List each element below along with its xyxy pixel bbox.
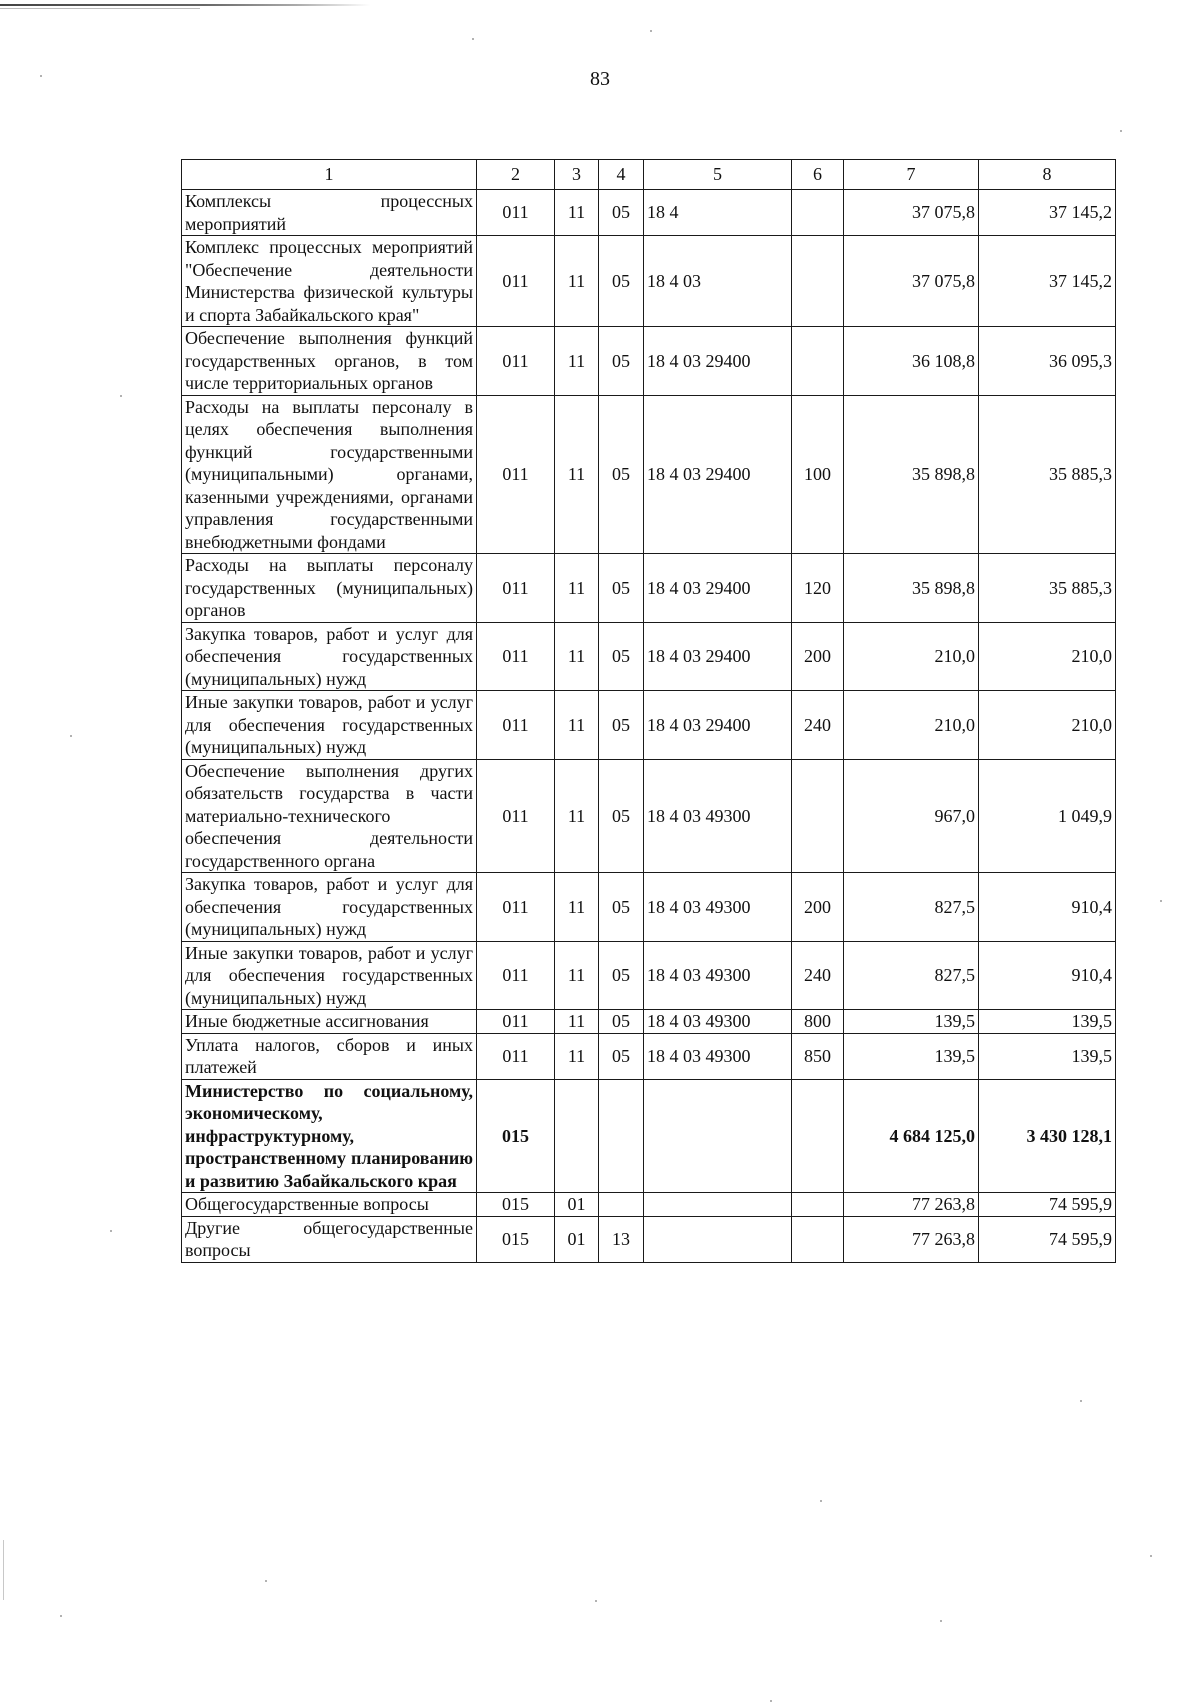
amount-cell: 210,0 xyxy=(979,622,1116,691)
expense-type-cell xyxy=(792,236,844,327)
expense-type-cell xyxy=(792,1216,844,1262)
item-name-cell: Расходы на выплаты персоналу в целях обеспечения выполнения функций государственными (муниципальными) органами, казенными учреждениями, органами управления государственными внебюджетными фондами xyxy=(182,395,477,554)
scan-speck xyxy=(70,735,72,737)
scan-edge-line xyxy=(0,4,370,6)
section-cell: 11 xyxy=(555,236,599,327)
subsection-cell: 05 xyxy=(599,759,644,873)
item-name-cell: Другие общегосударственные вопросы xyxy=(182,1216,477,1262)
item-name-cell: Закупка товаров, работ и услуг для обеспечения государственных (муниципальных) нужд xyxy=(182,622,477,691)
amount-cell: 37 145,2 xyxy=(979,236,1116,327)
column-header: 5 xyxy=(644,160,792,190)
scan-speck xyxy=(60,1615,62,1617)
table-row xyxy=(182,395,1116,554)
code-cell: 011 xyxy=(477,327,555,396)
scan-speck xyxy=(1080,1400,1082,1402)
table-row xyxy=(182,236,1116,327)
amount-cell: 74 595,9 xyxy=(979,1193,1116,1217)
subsection-cell: 05 xyxy=(599,236,644,327)
item-name-cell: Общегосударственные вопросы xyxy=(182,1193,477,1217)
table-row xyxy=(182,691,1116,760)
column-header: 2 xyxy=(477,160,555,190)
subsection-cell: 05 xyxy=(599,395,644,554)
target-article-cell: 18 4 03 49300 xyxy=(644,941,792,1010)
expense-type-cell xyxy=(792,1079,844,1193)
table-row xyxy=(182,1193,1116,1217)
section-cell: 11 xyxy=(555,873,599,942)
column-header: 3 xyxy=(555,160,599,190)
expense-type-cell: 200 xyxy=(792,622,844,691)
amount-cell: 210,0 xyxy=(844,622,979,691)
expense-type-cell: 850 xyxy=(792,1033,844,1079)
target-article-cell: 18 4 03 29400 xyxy=(644,327,792,396)
scan-speck xyxy=(265,1580,267,1582)
target-article-cell: 18 4 03 49300 xyxy=(644,1033,792,1079)
target-article-cell: 18 4 03 49300 xyxy=(644,1010,792,1034)
expense-type-cell: 800 xyxy=(792,1010,844,1034)
target-article-cell: 18 4 xyxy=(644,190,792,236)
amount-cell: 139,5 xyxy=(979,1010,1116,1034)
subsection-cell xyxy=(599,1079,644,1193)
code-cell: 011 xyxy=(477,190,555,236)
item-name-cell: Иные закупки товаров, работ и услуг для обеспечения государственных (муниципальных) нужд xyxy=(182,691,477,760)
expense-type-cell xyxy=(792,1193,844,1217)
table-row xyxy=(182,190,1116,236)
column-header: 7 xyxy=(844,160,979,190)
code-cell: 015 xyxy=(477,1216,555,1262)
code-cell: 011 xyxy=(477,873,555,942)
scan-speck xyxy=(1160,900,1162,902)
scan-speck xyxy=(1120,130,1122,132)
expense-type-cell: 100 xyxy=(792,395,844,554)
amount-cell: 35 885,3 xyxy=(979,395,1116,554)
scan-speck xyxy=(120,395,122,397)
amount-cell: 77 263,8 xyxy=(844,1193,979,1217)
section-cell: 11 xyxy=(555,1033,599,1079)
scan-speck xyxy=(820,1500,822,1502)
item-name-cell: Комплекс процессных мероприятий "Обеспечение деятельности Министерства физической культуры и спорта Забайкальского края" xyxy=(182,236,477,327)
item-name-cell: Иные закупки товаров, работ и услуг для обеспечения государственных (муниципальных) нужд xyxy=(182,941,477,1010)
code-cell: 011 xyxy=(477,236,555,327)
amount-cell: 74 595,9 xyxy=(979,1216,1116,1262)
item-name-cell: Комплексы процессных мероприятий xyxy=(182,190,477,236)
scan-edge-line-secondary xyxy=(0,8,200,9)
column-header: 4 xyxy=(599,160,644,190)
page-number: 83 xyxy=(590,68,610,90)
amount-cell: 36 108,8 xyxy=(844,327,979,396)
subsection-cell: 05 xyxy=(599,622,644,691)
scan-speck xyxy=(595,1600,597,1602)
amount-cell: 37 075,8 xyxy=(844,190,979,236)
amount-cell: 139,5 xyxy=(844,1033,979,1079)
item-name-cell: Закупка товаров, работ и услуг для обеспечения государственных (муниципальных) нужд xyxy=(182,873,477,942)
subsection-cell: 05 xyxy=(599,873,644,942)
code-cell: 015 xyxy=(477,1079,555,1193)
budget-table xyxy=(181,159,1116,1263)
scan-speck xyxy=(110,1230,112,1232)
item-name-cell: Уплата налогов, сборов и иных платежей xyxy=(182,1033,477,1079)
section-cell: 11 xyxy=(555,1010,599,1034)
code-cell: 011 xyxy=(477,941,555,1010)
table-row xyxy=(182,873,1116,942)
code-cell: 011 xyxy=(477,691,555,760)
scan-speck xyxy=(940,1620,942,1622)
amount-cell: 827,5 xyxy=(844,873,979,942)
table-row xyxy=(182,1010,1116,1034)
subsection-cell xyxy=(599,1193,644,1217)
table-row xyxy=(182,554,1116,623)
code-cell: 011 xyxy=(477,759,555,873)
scan-speck xyxy=(40,75,42,77)
amount-cell: 827,5 xyxy=(844,941,979,1010)
amount-cell: 37 145,2 xyxy=(979,190,1116,236)
scan-speck xyxy=(472,38,474,40)
code-cell: 015 xyxy=(477,1193,555,1217)
amount-cell: 210,0 xyxy=(844,691,979,760)
scan-speck xyxy=(770,1700,772,1702)
subsection-cell: 05 xyxy=(599,554,644,623)
amount-cell: 139,5 xyxy=(844,1010,979,1034)
table-row xyxy=(182,327,1116,396)
table-row xyxy=(182,1033,1116,1079)
expense-type-cell: 240 xyxy=(792,691,844,760)
table-body xyxy=(182,160,1116,1263)
amount-cell: 77 263,8 xyxy=(844,1216,979,1262)
amount-cell: 1 049,9 xyxy=(979,759,1116,873)
target-article-cell: 18 4 03 49300 xyxy=(644,873,792,942)
expense-type-cell: 200 xyxy=(792,873,844,942)
table-row xyxy=(182,759,1116,873)
amount-cell: 37 075,8 xyxy=(844,236,979,327)
subsection-cell: 05 xyxy=(599,691,644,760)
target-article-cell: 18 4 03 xyxy=(644,236,792,327)
target-article-cell xyxy=(644,1216,792,1262)
section-cell: 11 xyxy=(555,190,599,236)
scan-speck xyxy=(650,30,652,32)
header-row xyxy=(182,160,1116,190)
subsection-cell: 05 xyxy=(599,941,644,1010)
subsection-cell: 05 xyxy=(599,1033,644,1079)
target-article-cell: 18 4 03 29400 xyxy=(644,554,792,623)
table-row xyxy=(182,622,1116,691)
amount-cell: 910,4 xyxy=(979,873,1116,942)
item-name-cell: Обеспечение выполнения других обязательств государства в части материально-технического обеспечения деятельности государственного органа xyxy=(182,759,477,873)
code-cell: 011 xyxy=(477,622,555,691)
item-name-cell: Обеспечение выполнения функций государственных органов, в том числе территориальных органов xyxy=(182,327,477,396)
amount-cell: 35 898,8 xyxy=(844,554,979,623)
amount-cell: 35 898,8 xyxy=(844,395,979,554)
expense-type-cell: 120 xyxy=(792,554,844,623)
expense-type-cell xyxy=(792,759,844,873)
table-row xyxy=(182,1079,1116,1193)
item-name-cell: Расходы на выплаты персоналу государственных (муниципальных) органов xyxy=(182,554,477,623)
section-cell: 11 xyxy=(555,759,599,873)
target-article-cell: 18 4 03 49300 xyxy=(644,759,792,873)
column-header: 1 xyxy=(182,160,477,190)
subsection-cell: 05 xyxy=(599,190,644,236)
section-cell: 11 xyxy=(555,554,599,623)
scan-speck xyxy=(1150,1555,1152,1557)
target-article-cell: 18 4 03 29400 xyxy=(644,622,792,691)
amount-cell: 36 095,3 xyxy=(979,327,1116,396)
section-cell: 11 xyxy=(555,622,599,691)
expense-type-cell: 240 xyxy=(792,941,844,1010)
target-article-cell: 18 4 03 29400 xyxy=(644,691,792,760)
target-article-cell xyxy=(644,1079,792,1193)
code-cell: 011 xyxy=(477,1010,555,1034)
subsection-cell: 05 xyxy=(599,1010,644,1034)
section-cell: 11 xyxy=(555,691,599,760)
target-article-cell: 18 4 03 29400 xyxy=(644,395,792,554)
section-cell: 11 xyxy=(555,941,599,1010)
section-cell xyxy=(555,1079,599,1193)
amount-cell: 910,4 xyxy=(979,941,1116,1010)
section-cell: 11 xyxy=(555,327,599,396)
code-cell: 011 xyxy=(477,1033,555,1079)
scan-margin-mark xyxy=(3,1540,4,1600)
amount-cell: 967,0 xyxy=(844,759,979,873)
table-row xyxy=(182,1216,1116,1262)
expense-type-cell xyxy=(792,190,844,236)
section-cell: 01 xyxy=(555,1216,599,1262)
target-article-cell xyxy=(644,1193,792,1217)
amount-cell: 4 684 125,0 xyxy=(844,1079,979,1193)
table-row xyxy=(182,941,1116,1010)
amount-cell: 139,5 xyxy=(979,1033,1116,1079)
code-cell: 011 xyxy=(477,395,555,554)
amount-cell: 3 430 128,1 xyxy=(979,1079,1116,1193)
section-cell: 11 xyxy=(555,395,599,554)
item-name-cell: Иные бюджетные ассигнования xyxy=(182,1010,477,1034)
expense-type-cell xyxy=(792,327,844,396)
code-cell: 011 xyxy=(477,554,555,623)
column-header: 6 xyxy=(792,160,844,190)
item-name-cell: Министерство по социальному, экономическому, инфраструктурному, пространственному планированию и развитию Забайкальского края xyxy=(182,1079,477,1193)
column-header: 8 xyxy=(979,160,1116,190)
subsection-cell: 13 xyxy=(599,1216,644,1262)
section-cell: 01 xyxy=(555,1193,599,1217)
amount-cell: 210,0 xyxy=(979,691,1116,760)
subsection-cell: 05 xyxy=(599,327,644,396)
amount-cell: 35 885,3 xyxy=(979,554,1116,623)
